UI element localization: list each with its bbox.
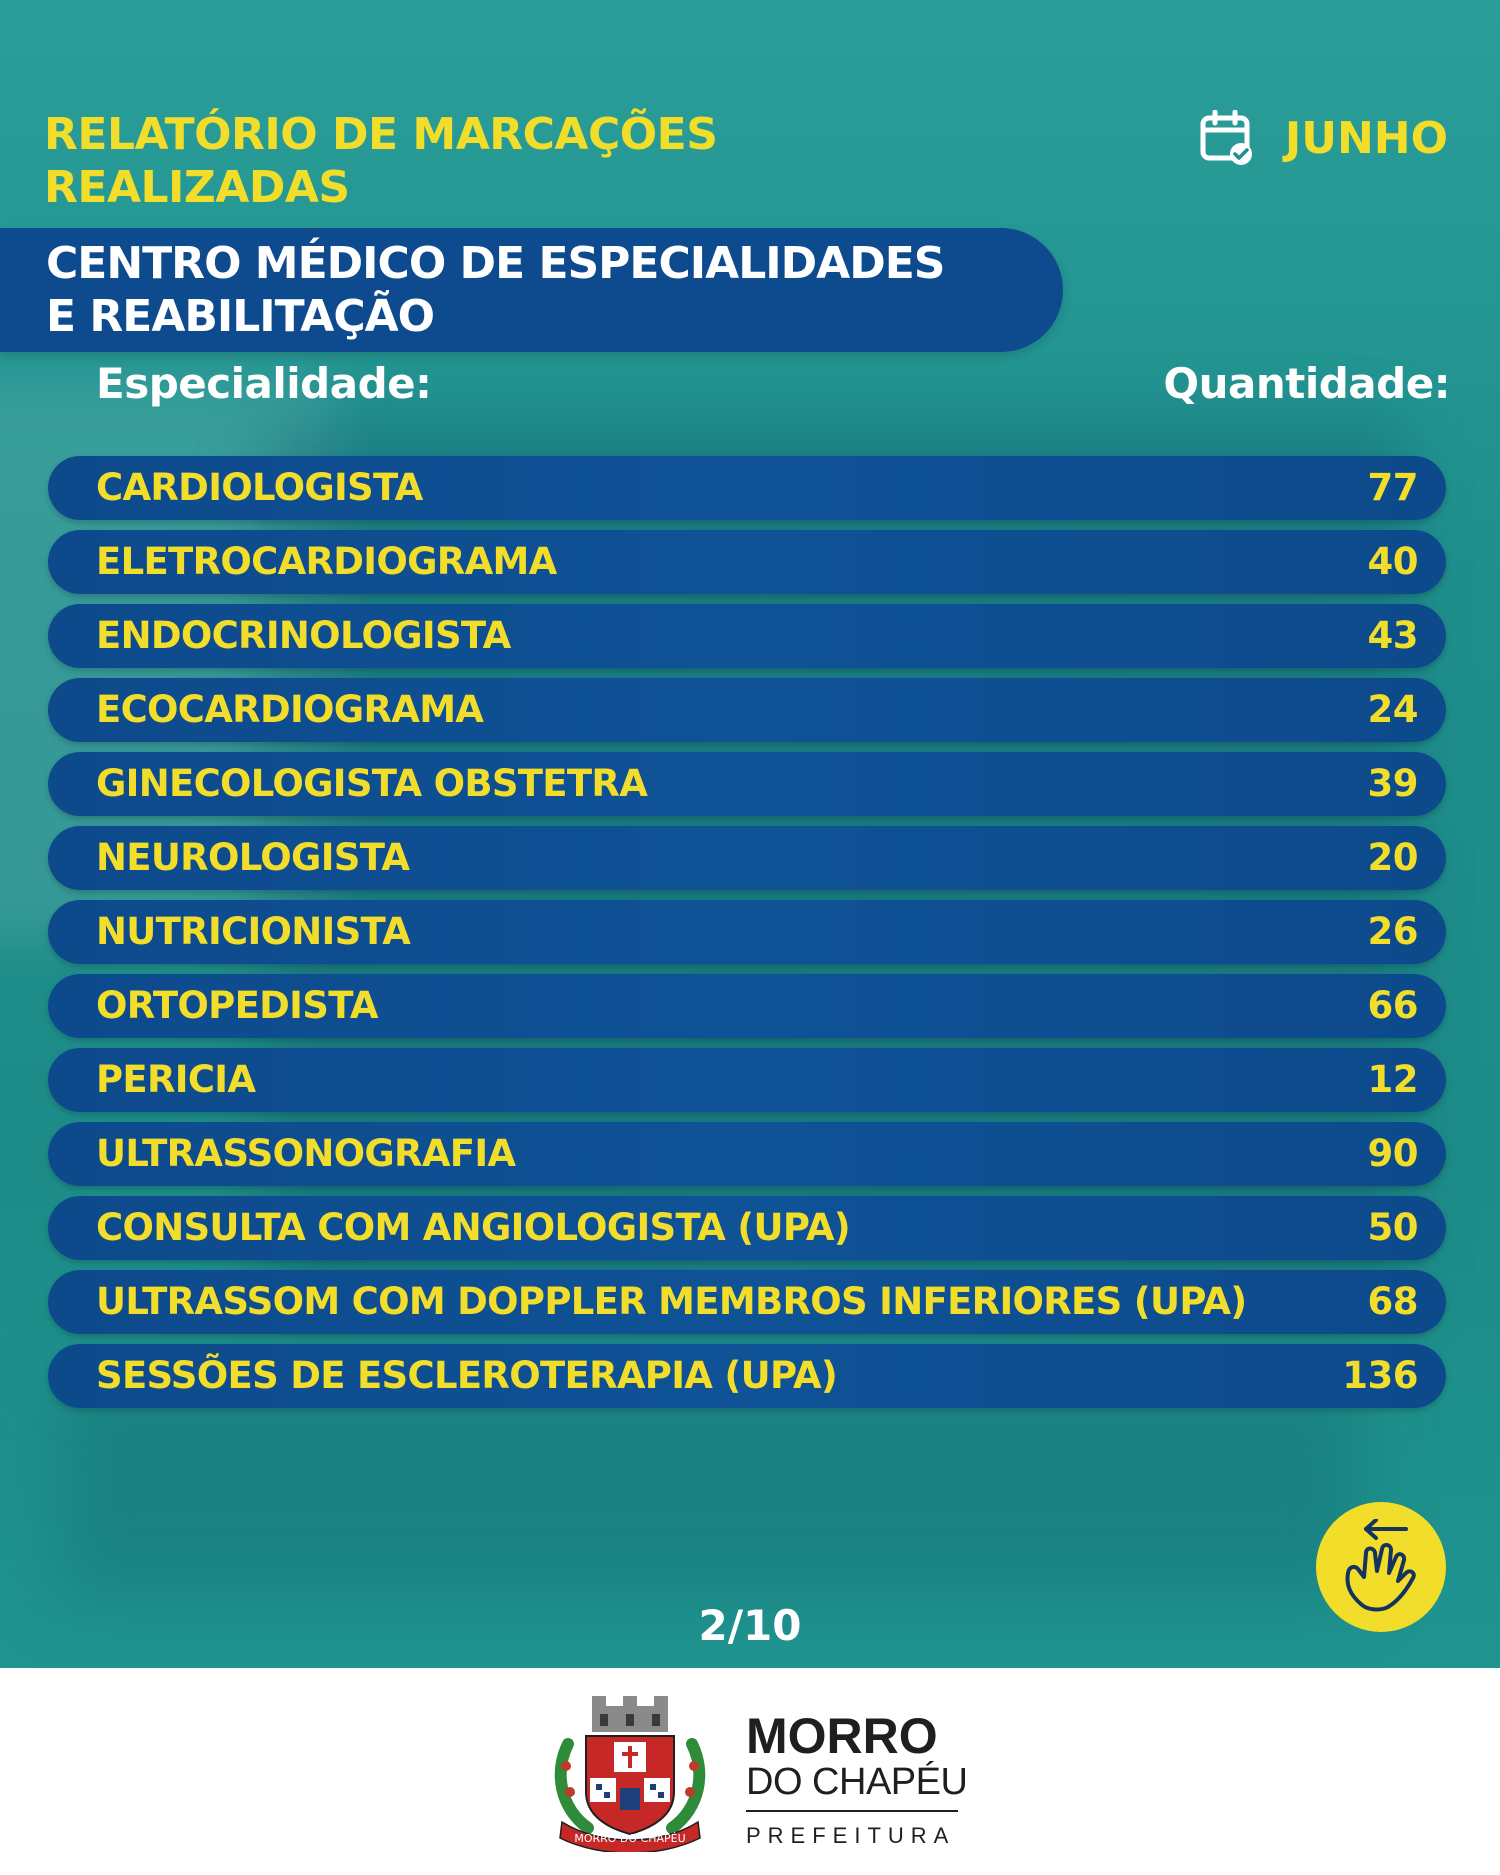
row-specialty: ULTRASSONOGRAFIA — [96, 1132, 516, 1175]
row-quantity: 43 — [1367, 614, 1418, 657]
row-specialty: SESSÕES DE ESCLEROTERAPIA (UPA) — [96, 1354, 838, 1397]
row-specialty: ULTRASSOM COM DOPPLER MEMBROS INFERIORES (UPA) — [96, 1280, 1247, 1323]
center-name — [46, 237, 944, 343]
row-quantity: 90 — [1367, 1132, 1418, 1175]
center-name-line1: CENTRO MÉDICO DE ESPECIALIDADES — [46, 238, 945, 289]
municipal-crest-icon — [540, 1692, 720, 1852]
table-row — [48, 974, 1446, 1038]
row-quantity: 20 — [1367, 836, 1418, 879]
row-specialty: NEUROLOGISTA — [96, 836, 410, 879]
brand-line1: MORRO — [746, 1708, 938, 1764]
row-specialty: PERICIA — [96, 1058, 256, 1101]
column-header-specialty: Especialidade: — [96, 359, 432, 408]
row-quantity: 66 — [1367, 984, 1418, 1027]
row-quantity: 77 — [1367, 466, 1418, 509]
row-quantity: 136 — [1342, 1354, 1418, 1397]
row-quantity: 50 — [1367, 1206, 1418, 1249]
row-quantity: 40 — [1367, 540, 1418, 583]
calendar-check-icon — [1199, 110, 1255, 166]
footer — [0, 1668, 1500, 1875]
row-quantity: 26 — [1367, 910, 1418, 953]
row-specialty: ECOCARDIOGRAMA — [96, 688, 484, 731]
month-text: JUNHO — [1284, 112, 1448, 164]
brand-logo — [746, 1710, 967, 1848]
row-specialty: ORTOPEDISTA — [96, 984, 378, 1027]
table-row — [48, 1270, 1446, 1334]
row-specialty: NUTRICIONISTA — [96, 910, 411, 953]
table-row — [48, 678, 1446, 742]
table-row — [48, 1344, 1446, 1408]
row-quantity: 68 — [1367, 1280, 1418, 1323]
brand-divider — [746, 1810, 958, 1812]
table-row — [48, 752, 1446, 816]
month-label — [1199, 110, 1448, 166]
table-row — [48, 1196, 1446, 1260]
center-name-line2: E REABILITAÇÃO — [46, 291, 435, 342]
row-specialty: CONSULTA COM ANGIOLOGISTA (UPA) — [96, 1206, 850, 1249]
table-row — [48, 604, 1446, 668]
row-specialty: GINECOLOGISTA OBSTETRA — [96, 762, 648, 805]
brand-line3: PREFEITURA — [746, 1823, 956, 1848]
row-quantity: 39 — [1367, 762, 1418, 805]
report-title — [44, 108, 717, 214]
table-row — [48, 456, 1446, 520]
center-banner — [0, 228, 1063, 352]
row-specialty: ELETROCARDIOGRAMA — [96, 540, 557, 583]
crest-ribbon-text: MORRO DO CHAPÉU — [574, 1832, 686, 1845]
table-row — [48, 530, 1446, 594]
row-quantity: 12 — [1367, 1058, 1418, 1101]
report-title-line2: REALIZADAS — [44, 162, 350, 213]
table-row — [48, 1122, 1446, 1186]
specialty-list — [48, 456, 1446, 1418]
report-title-line1: RELATÓRIO DE MARCAÇÕES — [44, 109, 718, 160]
page-indicator: 2/10 — [698, 1601, 802, 1650]
row-quantity: 24 — [1367, 688, 1418, 731]
row-specialty: CARDIOLOGISTA — [96, 466, 423, 509]
brand-line2: DO CHAPÉU — [746, 1761, 968, 1803]
column-header-quantity: Quantidade: — [1163, 359, 1450, 408]
row-specialty: ENDOCRINOLOGISTA — [96, 614, 511, 657]
table-row — [48, 826, 1446, 890]
table-row — [48, 1048, 1446, 1112]
table-row — [48, 900, 1446, 964]
